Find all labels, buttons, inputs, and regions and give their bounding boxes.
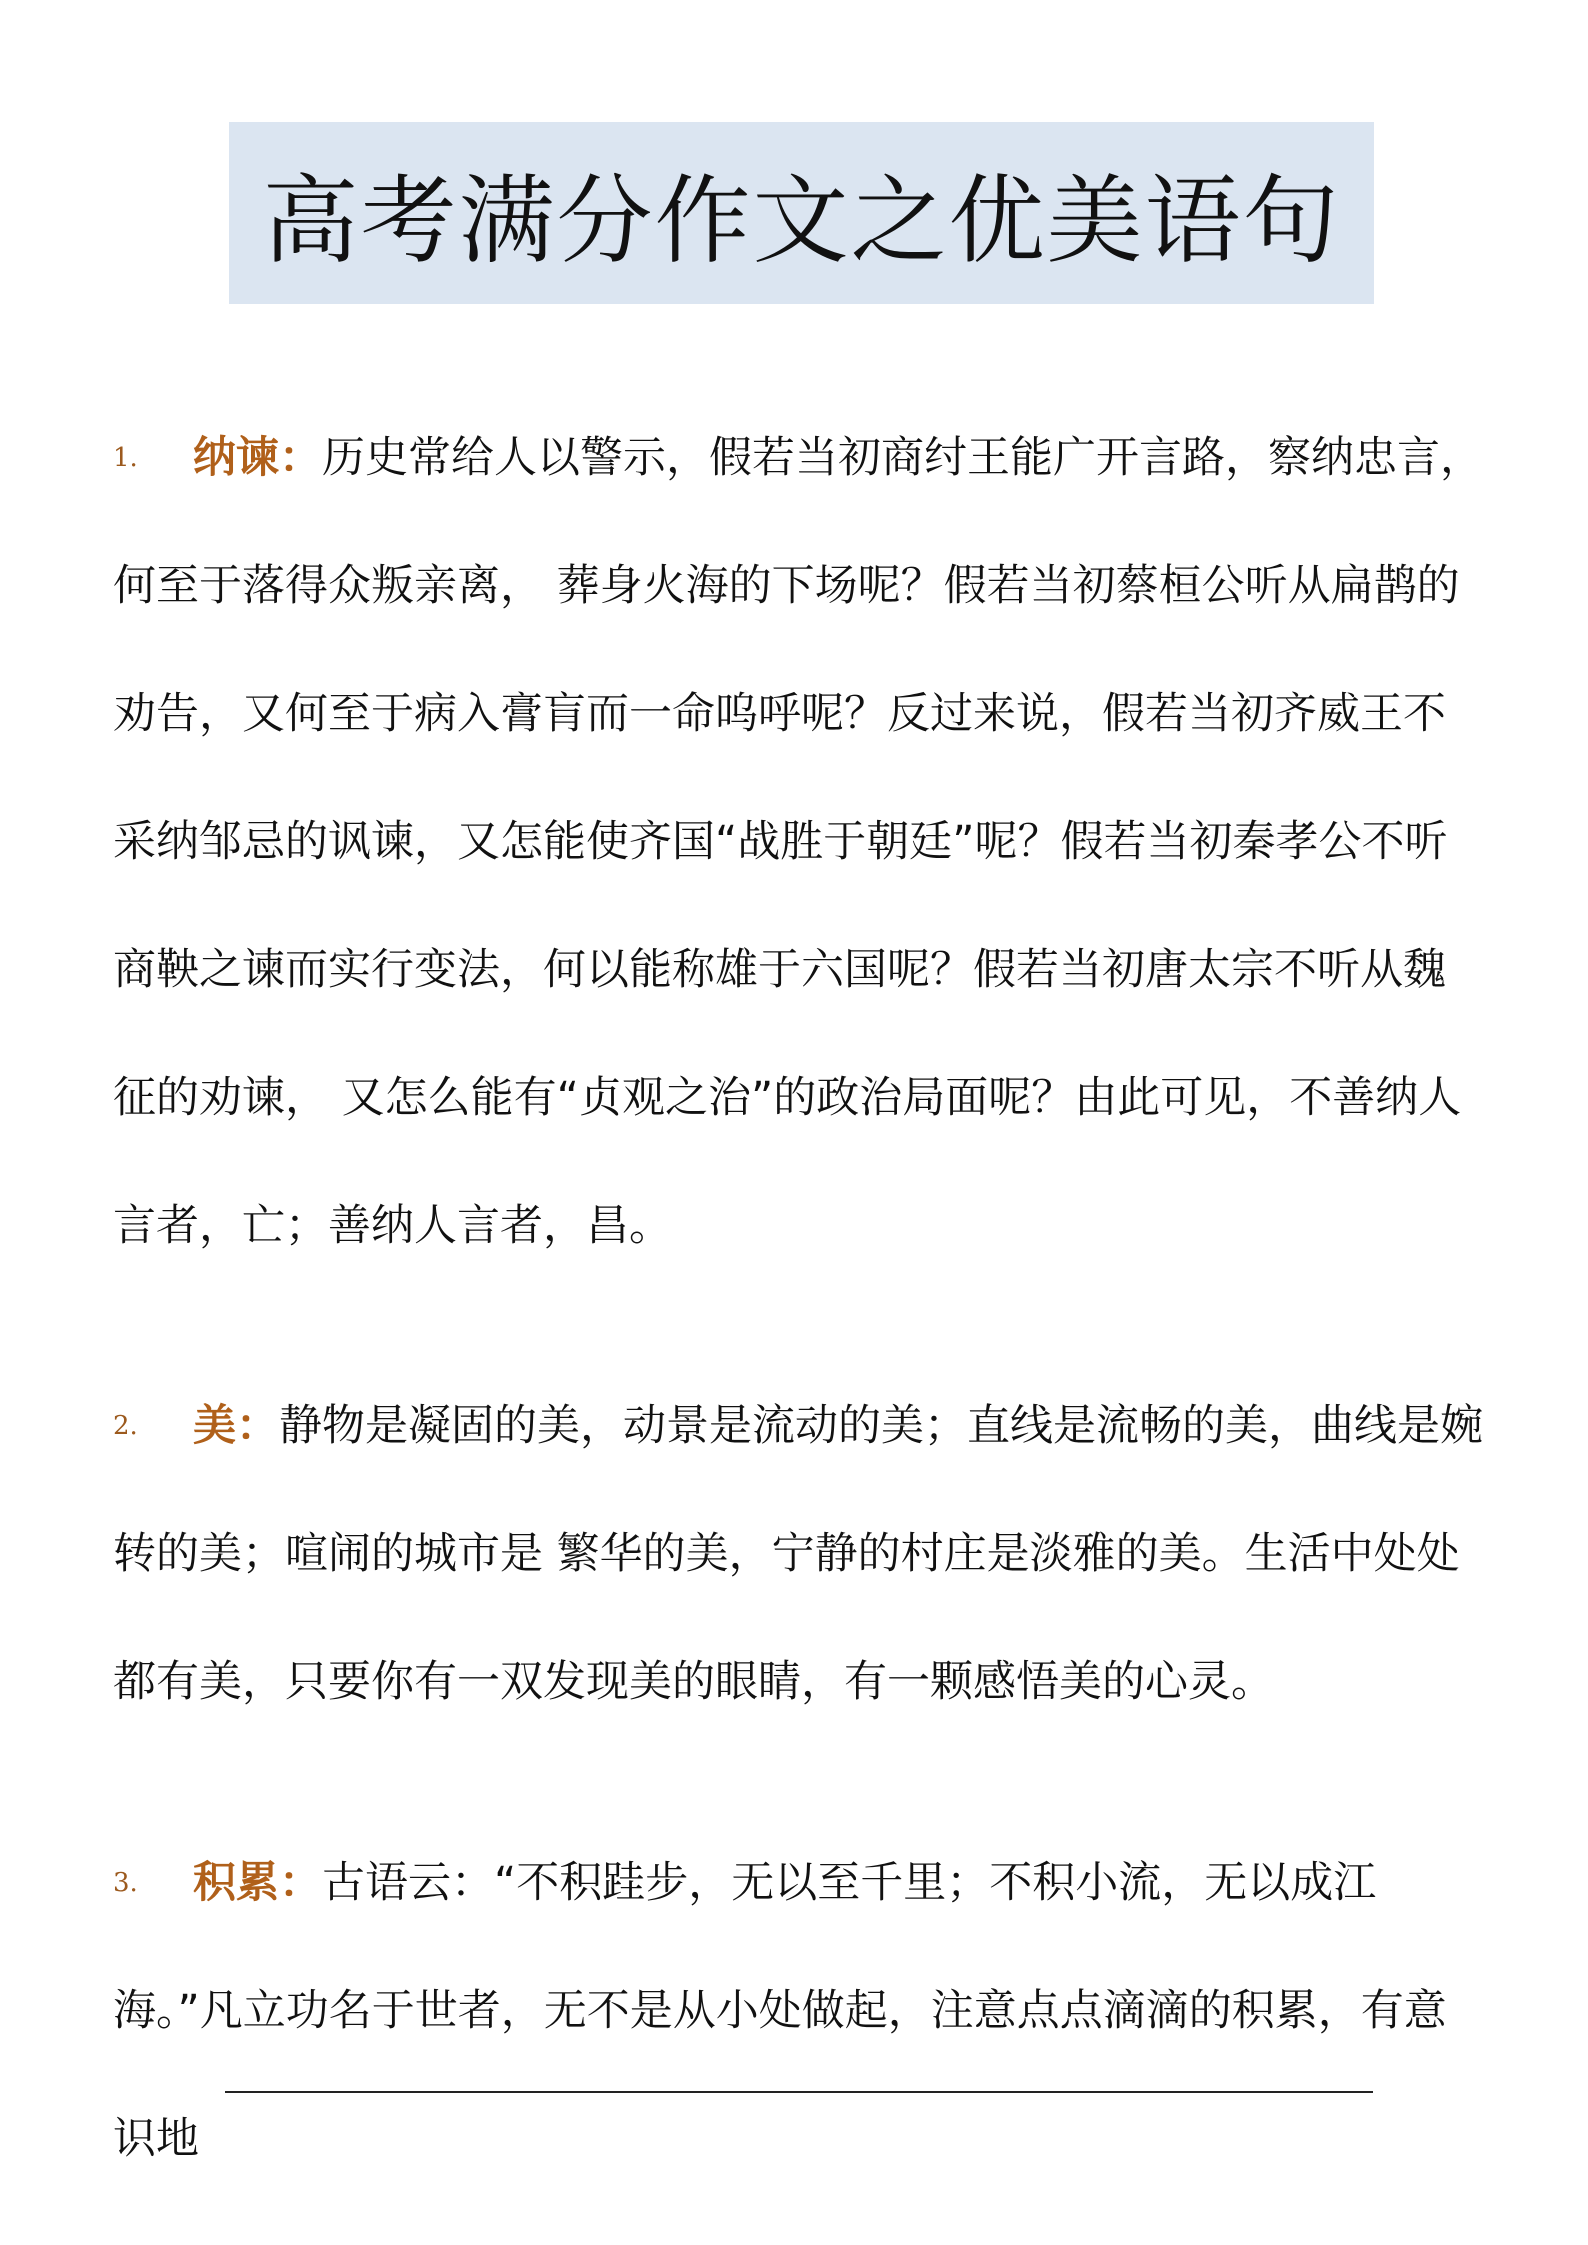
item-paragraph xyxy=(113,1362,1483,1746)
title-banner xyxy=(229,122,1374,304)
footer-divider xyxy=(225,2091,1373,2093)
item-number: 2. xyxy=(113,1411,138,1441)
item-number: 3. xyxy=(113,1868,138,1898)
list-item xyxy=(113,1819,1483,2203)
item-text: 古语云：“不积跬步，无以至千里；不积小流，无以成江海。”凡立功名于世者，无不是从小处做起，注意点点滴滴的积累，有意识地 xyxy=(113,1858,1447,2164)
item-paragraph xyxy=(113,394,1483,1290)
page-title: 高考满分作文之优美语句 xyxy=(262,164,1341,277)
item-heading: 积累： xyxy=(193,1858,322,1908)
item-number: 1. xyxy=(113,443,138,473)
item-heading: 美： xyxy=(193,1401,279,1451)
item-heading: 纳谏： xyxy=(193,433,322,483)
list-item xyxy=(113,1362,1483,1746)
item-paragraph xyxy=(113,1819,1483,2203)
list-item xyxy=(113,394,1483,1290)
item-text: 静物是凝固的美，动景是流动的美；直线是流畅的美，曲线是婉转的美；喧闹的城市是 繁华的美，宁静的村庄是淡雅的美。生活中处处都有美，只要你有一双发现美的眼睛，有一颗感悟美的心灵。 xyxy=(113,1401,1483,1707)
item-text: 历史常给人以警示，假若当初商纣王能广开言路，察纳忠言，何至于落得众叛亲离， 葬身火海的下场呢？假若当初蔡桓公听从扁鹊的劝告，又何至于病入膏肓而一命呜呼呢？反过来说，假若当初齐威王不采纳邹忌的讽谏，又怎能使齐国“战胜于朝廷”呢？假若当初秦孝公不听商鞅之谏而实行变法，何以能称雄于六国呢？假若当初唐太宗不听从魏征的劝谏， 又怎么能有“贞观之治”的政治局面呢？由此可见，不善纳人言者，亡；善纳人言者，昌。 xyxy=(113,433,1483,1251)
